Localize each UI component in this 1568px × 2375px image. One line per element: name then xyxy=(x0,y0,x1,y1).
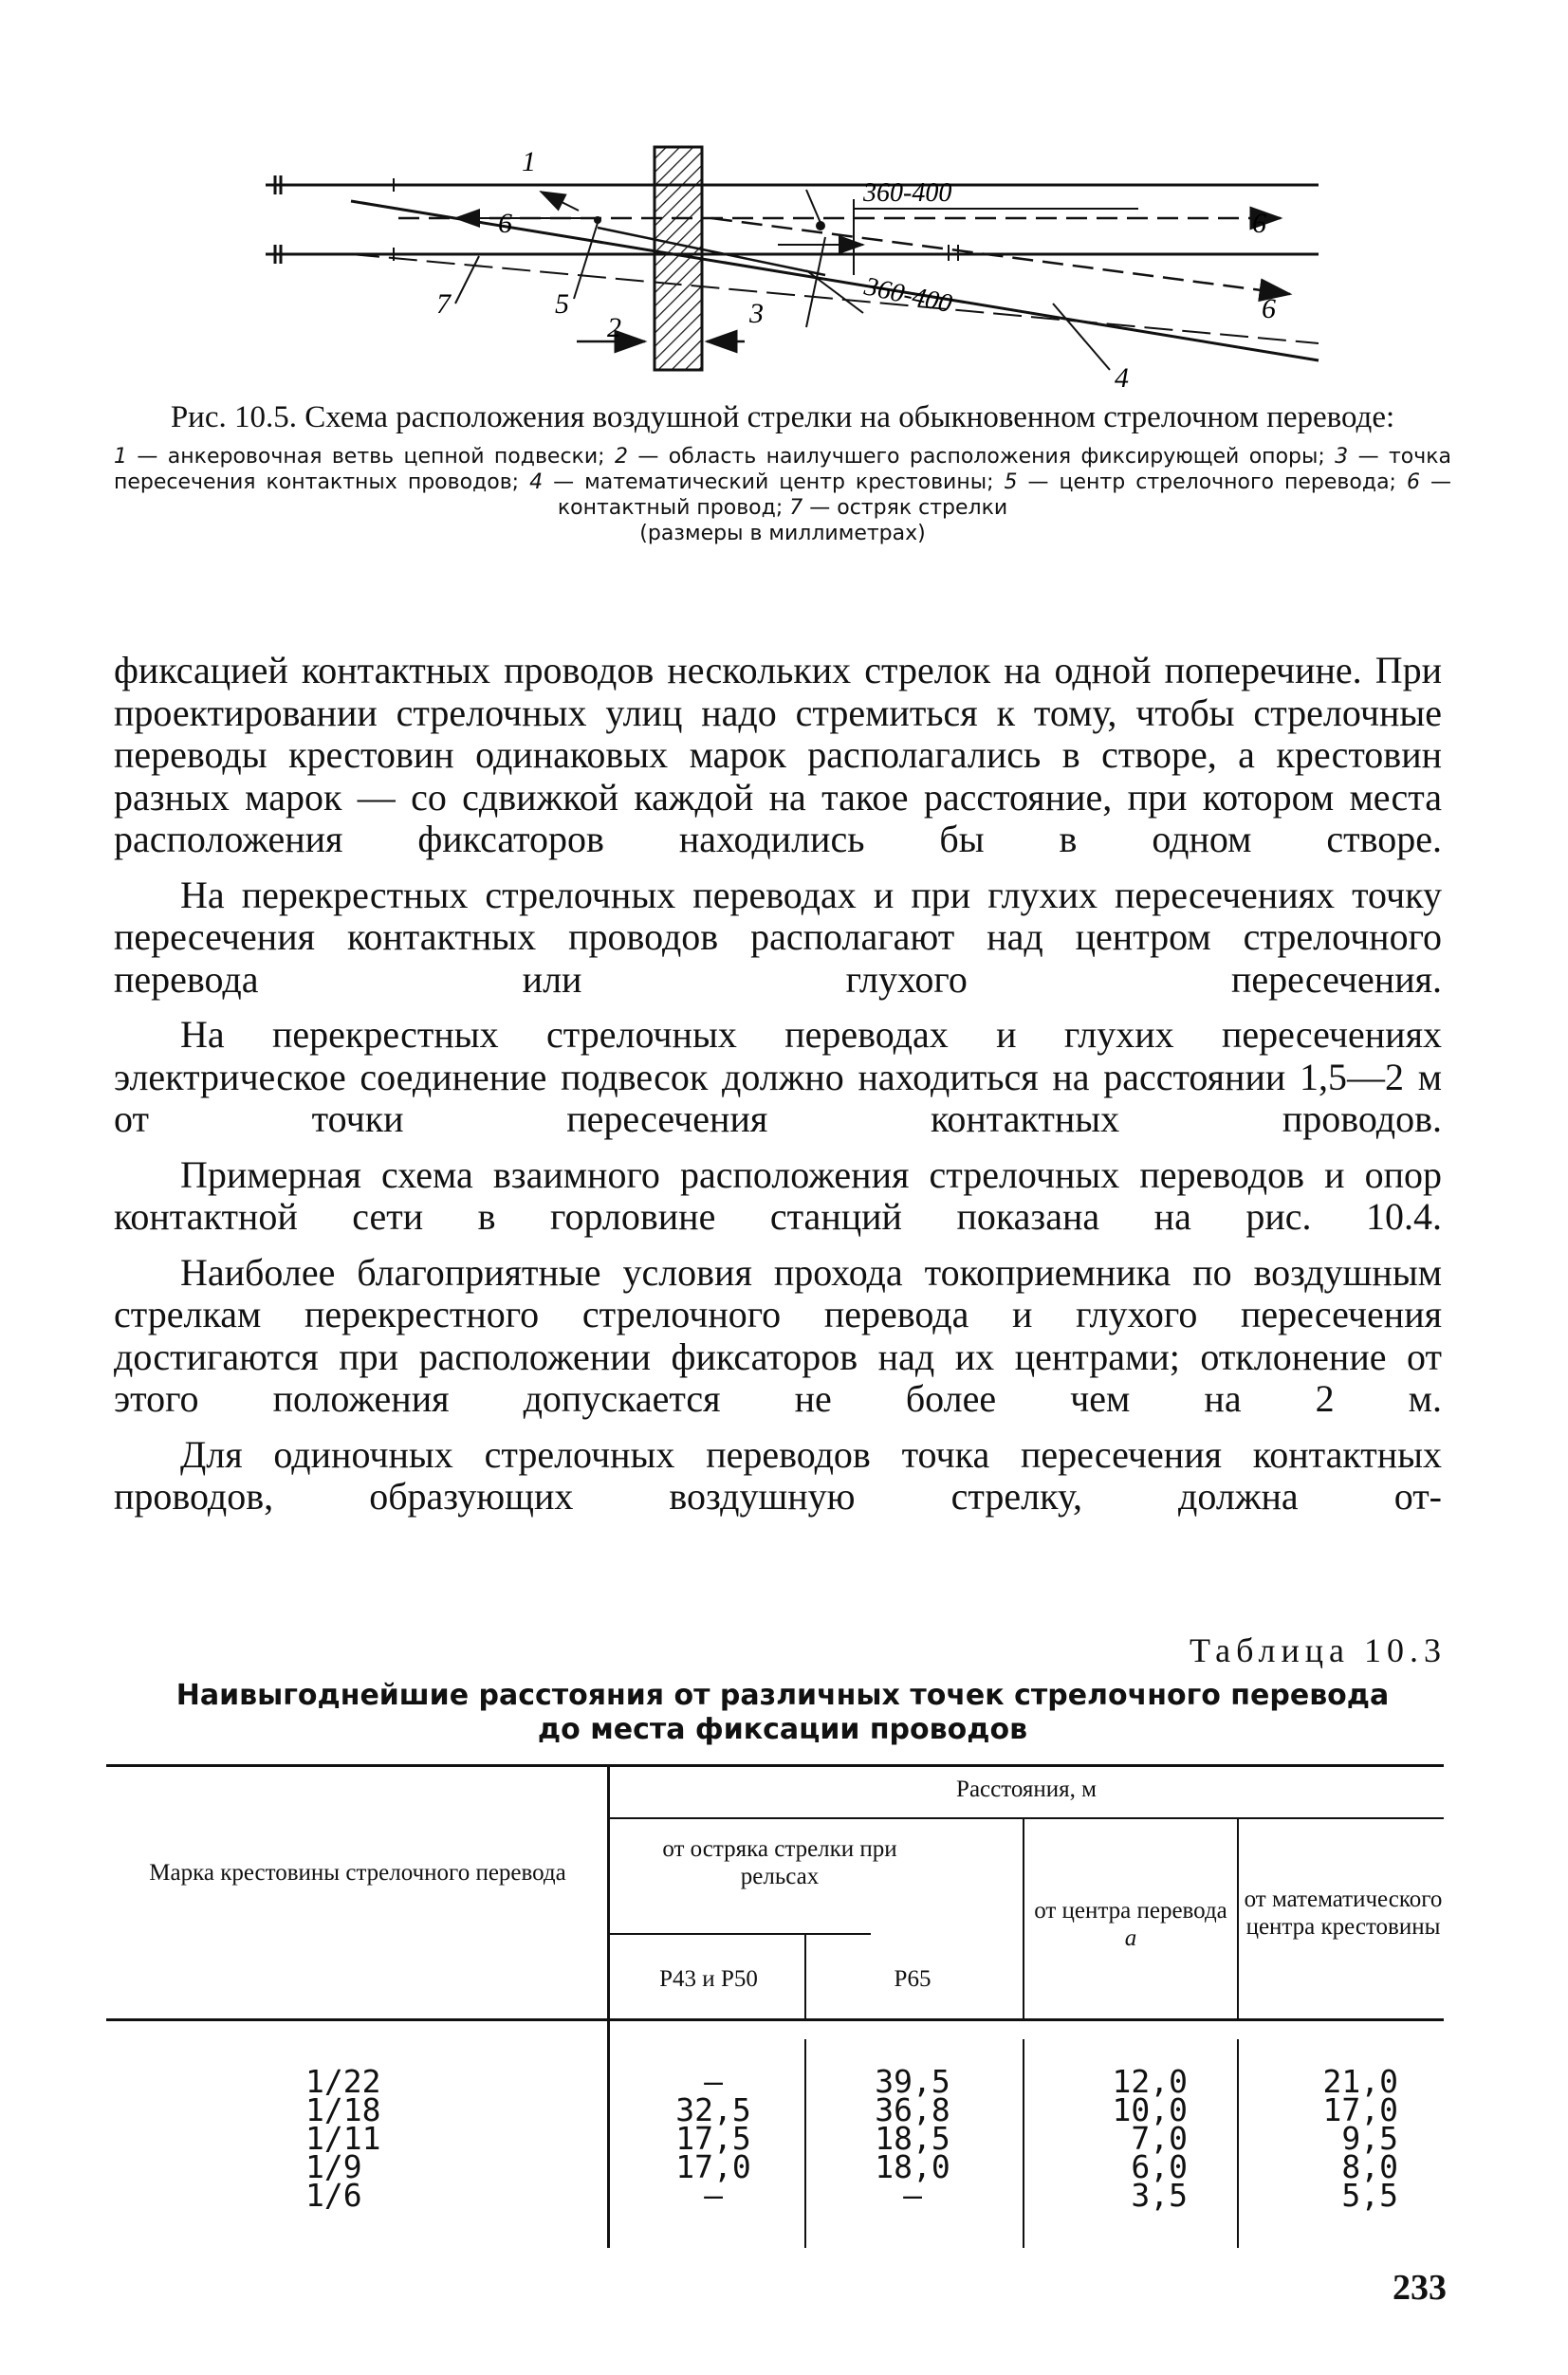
header-crossing-mark: Марка крестовины стрелочного перевода xyxy=(149,1860,566,1886)
dimension-top: 360-400 xyxy=(863,178,952,208)
figure-caption xyxy=(114,398,1451,546)
paragraph-4: Примерная схема взаимного расположения стрелочных переводов и опор контактной сети в горловине станций показана на рис. 10.4. xyxy=(114,1152,1442,1238)
header-r43-r50: Р43 и Р50 xyxy=(659,1966,758,1992)
table-cell: 12,0 xyxy=(1112,2063,1188,2100)
table-cell: 17,0 xyxy=(675,2148,751,2185)
header-from-center xyxy=(1031,1897,1230,1952)
header-from-math-center: от математического центра крестовины xyxy=(1244,1887,1443,1940)
legend-num-5: 5 xyxy=(1004,470,1018,494)
table-cell: 1/18 xyxy=(305,2091,381,2128)
table-cell: 32,5 xyxy=(675,2091,751,2128)
table-title-line-2: до места фиксации проводов xyxy=(537,1713,1028,1746)
table-cell: — xyxy=(704,2063,723,2100)
label-6-branch: 6 xyxy=(1262,293,1276,324)
table-cell: 18,5 xyxy=(875,2120,950,2157)
header-from-center-text: от центра перевода xyxy=(1034,1898,1227,1924)
anchor-branch xyxy=(598,228,825,275)
column-center xyxy=(1064,2063,1188,2214)
table-cell: 17,0 xyxy=(1322,2091,1398,2128)
legend-text-1: — анкеровочная ветвь цепной подвески; xyxy=(127,445,615,469)
paragraph-2: На перекрестных стрелочных переводах и при глухих пересечениях точку пересечения контактных проводов располагают над центром стрелочного перевода или глухого пересечения. xyxy=(114,873,1442,1001)
table-cell: 7,0 xyxy=(1131,2120,1188,2157)
table-title xyxy=(114,1679,1451,1747)
contact-wire-branch xyxy=(711,218,1290,294)
column-mark xyxy=(305,2063,419,2214)
label-7: 7 xyxy=(436,288,451,320)
switch-diagram xyxy=(237,133,1328,389)
header-r65: Р65 xyxy=(894,1966,932,1992)
table-cell: 18,0 xyxy=(875,2148,950,2185)
header-from-switch-point: от остряка стрелки при рельсах xyxy=(662,1836,897,1889)
switch-center-point xyxy=(594,216,601,224)
label-4: 4 xyxy=(1115,362,1129,389)
units-note: (размеры в миллиметрах) xyxy=(639,522,926,545)
table-cell: — xyxy=(903,2177,922,2214)
table-cell: 17,5 xyxy=(675,2120,751,2157)
table-cell: 39,5 xyxy=(875,2063,950,2100)
legend-text-5: — центр стрелочного перевода; xyxy=(1017,470,1407,494)
legend-num-3: 3 xyxy=(1335,445,1349,469)
legend-text-3: — точка пересечения контактных проводов; xyxy=(114,445,1452,494)
distance-table xyxy=(106,1764,1444,2248)
table-cell: 5,5 xyxy=(1341,2177,1398,2214)
page-number: 233 xyxy=(1393,2268,1447,2308)
switch-branch-line xyxy=(351,201,1319,360)
table-cell: 3,5 xyxy=(1131,2177,1188,2214)
legend-text-4: — математический центр крестовины; xyxy=(543,470,1005,494)
legend-num-2: 2 xyxy=(614,445,628,469)
table-cell: 8,0 xyxy=(1341,2148,1398,2185)
table-cell: — xyxy=(704,2177,723,2214)
column-r65 xyxy=(856,2063,969,2214)
legend-text-6: — контактный провод; xyxy=(557,470,1451,520)
label-2: 2 xyxy=(607,312,621,343)
legend-num-7: 7 xyxy=(789,496,803,520)
column-r43-r50 xyxy=(656,2063,770,2214)
label-5: 5 xyxy=(555,288,569,320)
legend-num-6: 6 xyxy=(1406,470,1420,494)
table-cell: 1/11 xyxy=(305,2120,381,2157)
label-1: 1 xyxy=(522,146,536,177)
table-cell: 36,8 xyxy=(875,2091,950,2128)
anchor-branch-arrow xyxy=(541,192,579,211)
legend-text-7: — остряк стрелки xyxy=(802,496,1008,520)
header-distances: Расстояния, м xyxy=(956,1777,1097,1802)
table-cell: 1/9 xyxy=(305,2148,362,2185)
table-cell: 21,0 xyxy=(1322,2063,1398,2100)
table-cell: 10,0 xyxy=(1112,2091,1188,2128)
label-6-left: 6 xyxy=(498,208,512,239)
legend-text-2: — область наилучшего расположения фиксирующей опоры; xyxy=(627,445,1336,469)
legend-num-1: 1 xyxy=(114,445,127,469)
paragraph-5: Наиболее благоприятные условия прохода токоприемника по воздушным стрелкам перекрестного стрелочного перевода и глухого пересечения достигаются при расположении фиксаторов над их центрами; отклонение от этого положения допускается не более чем на 2 м. xyxy=(114,1250,1442,1420)
table-cell: 6,0 xyxy=(1131,2148,1188,2185)
label-3: 3 xyxy=(749,298,764,329)
dimension-bottom: 360-400 xyxy=(861,271,955,320)
legend-num-4: 4 xyxy=(529,470,544,494)
table-cell: 1/22 xyxy=(305,2063,381,2100)
label-6-right: 6 xyxy=(1252,208,1266,239)
paragraph-1: фиксацией контактных проводов нескольких стрелок на одной поперечине. При проектировании стрелочных улиц надо стремиться к тому, чтобы стрелочные переводы крестовин одинаковых марок располагались в створе, а крестовин разных марок — со сдвижкой каждой на такое расстояние, при котором места расположения фиксаторов находились бы в одном створе. xyxy=(114,649,1442,860)
header-center-symbol: а xyxy=(1124,1925,1137,1951)
caption-title: Рис. 10.5. Схема расположения воздушной стрелки на обыкновенном стрелочном переводе: xyxy=(170,400,1395,434)
switch-branch-line-2 xyxy=(351,254,1319,343)
table-label: Таблица 10.3 xyxy=(1190,1631,1447,1669)
column-math-center xyxy=(1275,2063,1398,2214)
table-cell: 9,5 xyxy=(1341,2120,1398,2157)
body-text xyxy=(114,650,1442,1532)
paragraph-3: На перекрестных стрелочных переводах и глухих пересечениях электрическое соединение подвесок должно находиться на расстоянии 1,5—2 м от точки пересечения контактных проводов. xyxy=(114,1013,1442,1140)
table-cell: 1/6 xyxy=(305,2177,362,2214)
caption-legend xyxy=(114,444,1451,546)
paragraph-6: Для одиночных стрелочных переводов точка пересечения контактных проводов, образующих воздушную стрелку, должна от- xyxy=(114,1432,1442,1518)
table-title-line-1: Наивыгоднейшие расстояния от различных точек стрелочного перевода xyxy=(175,1679,1390,1712)
